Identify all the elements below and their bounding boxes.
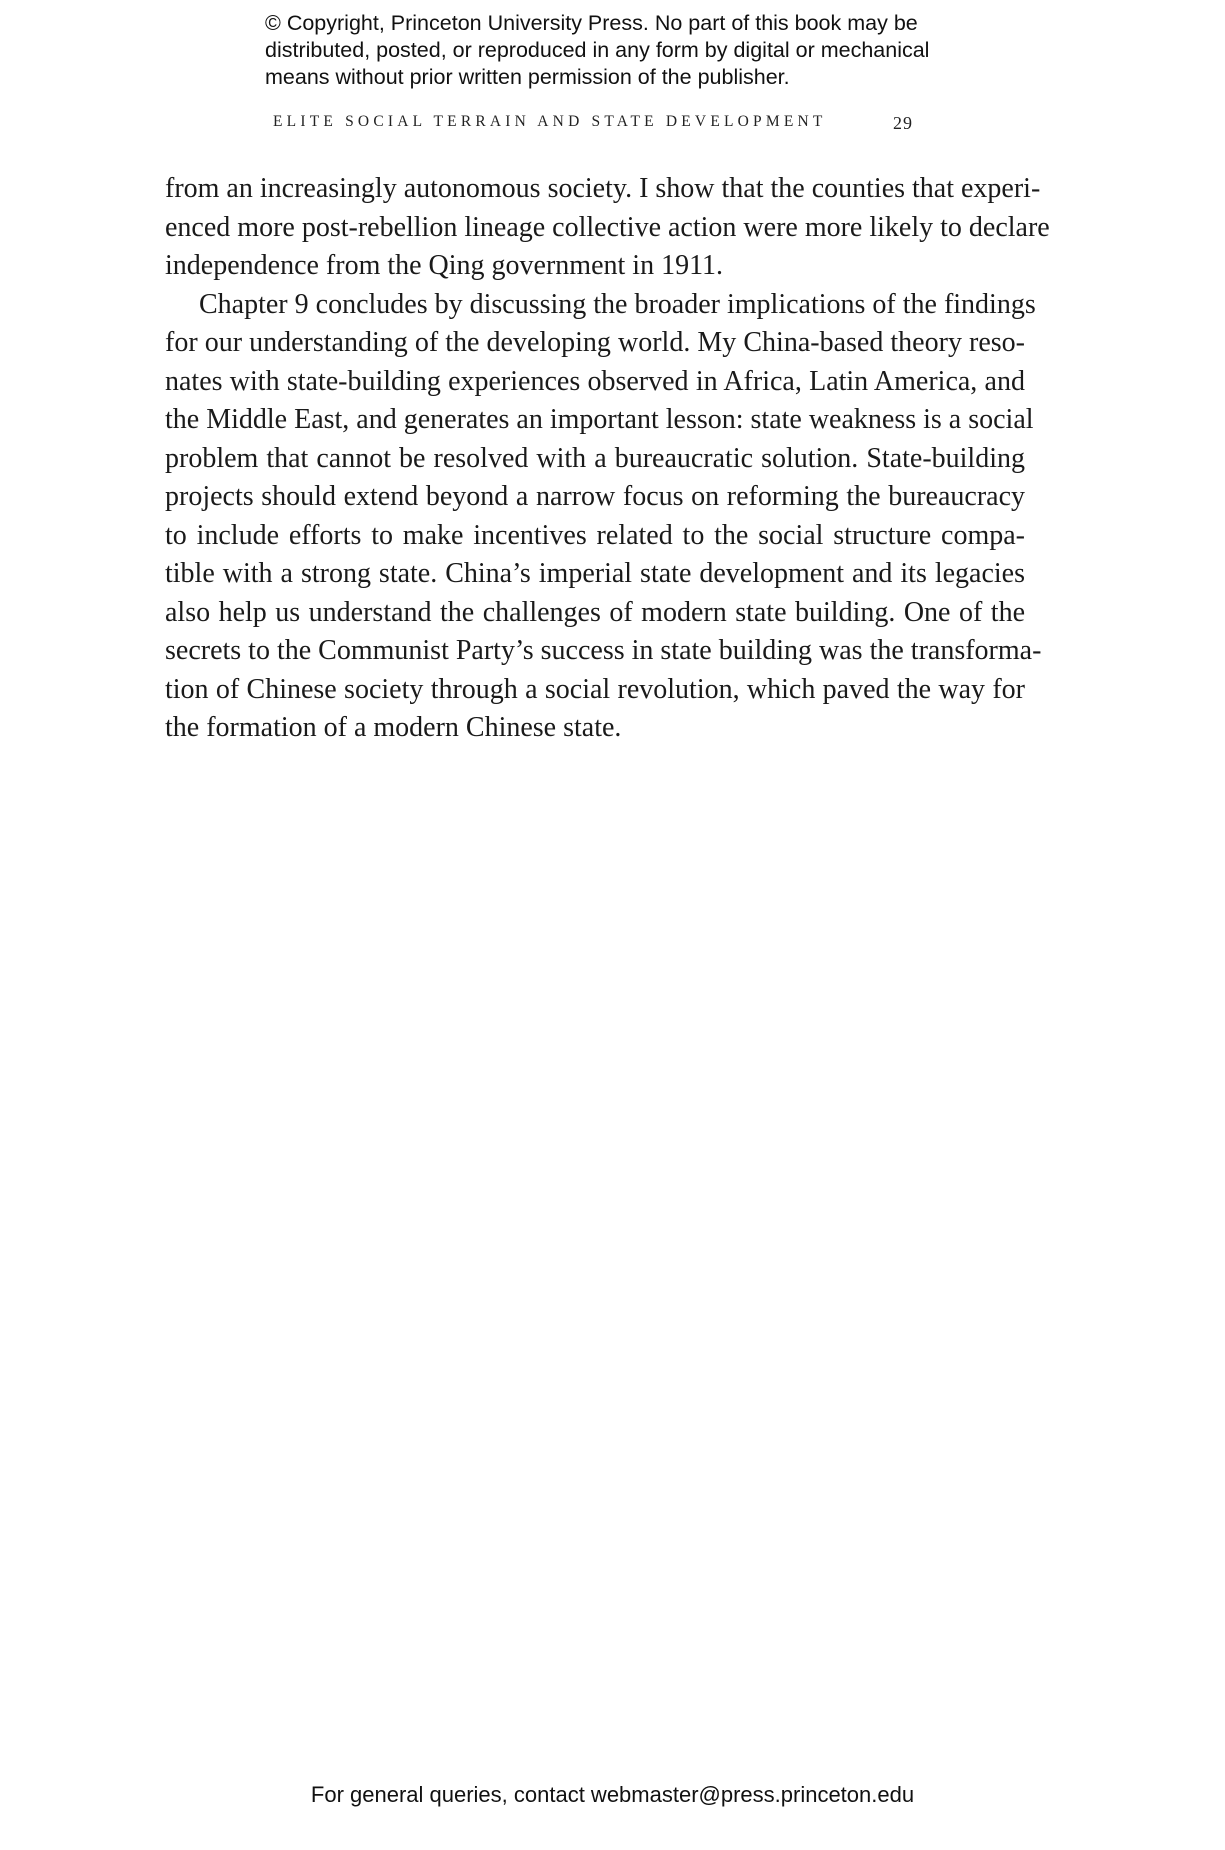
text-line: tion of Chinese society through a social revolution, which paved the way for <box>165 673 1025 705</box>
running-head <box>273 113 913 131</box>
running-head-title: ELITE SOCIAL TERRAIN AND STATE DEVELOPMENT <box>273 113 827 130</box>
paragraph <box>165 170 1050 286</box>
text-line: also help us understand the challenges of modern state building. One of the <box>165 596 1025 628</box>
text-line: to include efforts to make incentives related to the social structure compa- <box>165 519 1025 551</box>
text-line: from an increasingly autonomous society. I show that the counties that experi- <box>165 173 1041 204</box>
text-line: projects should extend beyond a narrow focus on reforming the bureaucracy <box>165 481 1025 512</box>
text-line: enced more post-rebellion lineage collective action were more likely to declare <box>165 211 1050 243</box>
copyright-line: distributed, posted, or reproduced in any form by digital or mechanical <box>265 38 930 62</box>
copyright-line: © Copyright, Princeton University Press. No part of this book may be <box>265 11 918 35</box>
text-line: nates with state-building experiences observed in Africa, Latin America, and <box>165 365 1025 397</box>
footer-contact: For general queries, contact webmaster@press.princeton.edu <box>310 1782 915 1807</box>
page-number: 29 <box>893 113 913 133</box>
text-line: the Middle East, and generates an important lesson: state weakness is a social <box>165 404 1034 435</box>
paragraph <box>165 286 1042 748</box>
text-line: tible with a strong state. China’s imperial state development and its legacies <box>165 558 1025 589</box>
text-line: for our understanding of the developing world. My China-based theory reso- <box>165 327 1025 358</box>
text-line: the formation of a modern Chinese state. <box>165 712 622 743</box>
text-line: problem that cannot be resolved with a bureaucratic solution. State-building <box>165 442 1025 474</box>
body-text <box>165 170 1050 748</box>
copyright-line: means without prior written permission of the publisher. <box>265 65 790 89</box>
text-line: secrets to the Communist Party’s success in state building was the transforma- <box>165 635 1042 666</box>
copyright-notice <box>265 10 1025 91</box>
text-line: Chapter 9 concludes by discussing the broader implications of the findings <box>199 288 1036 320</box>
text-line: independence from the Qing government in 1911. <box>165 250 724 281</box>
